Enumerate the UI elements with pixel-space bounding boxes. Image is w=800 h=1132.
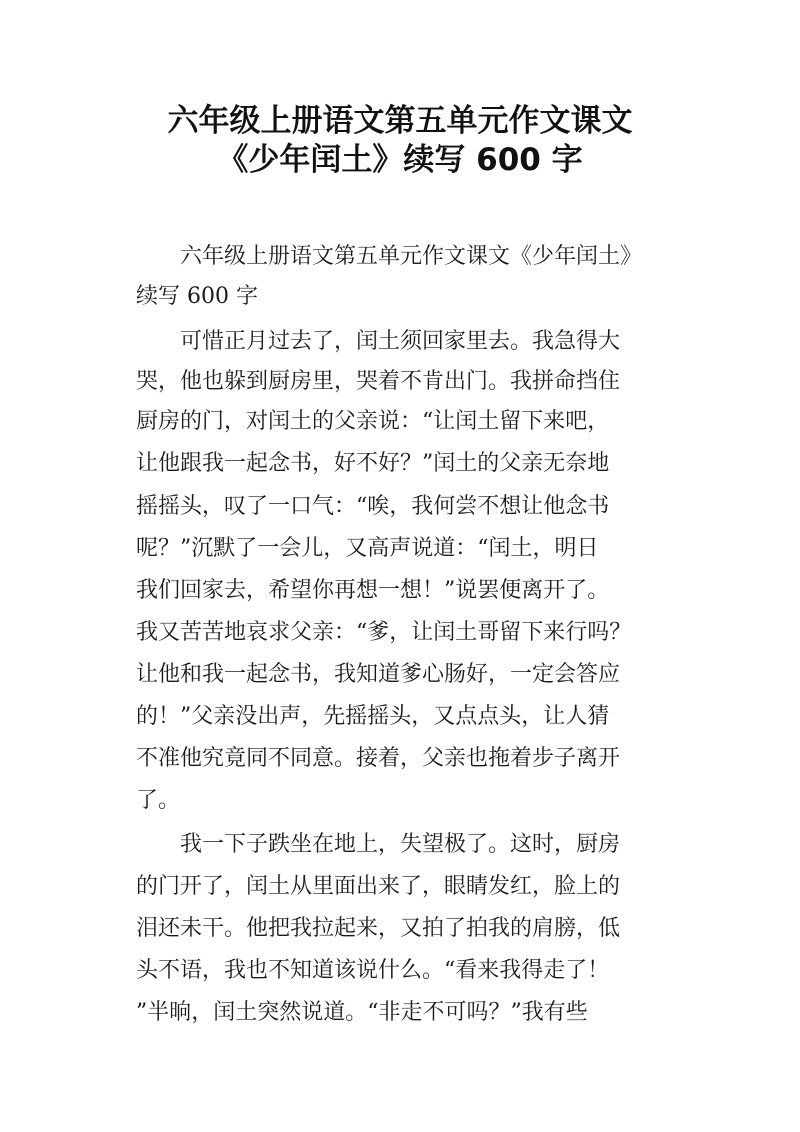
body-line-10: 我又苦苦地哀求父亲：“爹，让闰土哥留下来行吗？ [136,620,632,645]
body-line-2: 续写 600 字 [136,284,258,309]
document-title-line-2: 《少年闰土》续写 600 字 [217,142,583,178]
body-line-1: 六年级上册语文第五单元作文课文《少年闰土》 [180,244,643,269]
body-line-3: 可惜正月过去了，闰土须回家里去。我急得大 [180,329,621,354]
body-line-5: 厨房的门，对闰土的父亲说：“让闰土留下来吧， [136,409,610,434]
body-line-17: 泪还未干。他把我拉起来，又拍了拍我的肩膀，低 [136,916,621,941]
body-line-19: ”半晌，闰土突然说道。“非走不可吗？”我有些 [136,1000,588,1025]
body-line-14: 了。 [136,788,181,813]
body-line-13: 不准他究竟同不同意。接着，父亲也拖着步子离开 [136,746,621,771]
body-line-16: 的门开了，闰土从里面出来了，眼睛发红，脸上的 [136,874,621,899]
body-line-11: 让他和我一起念书，我知道爹心肠好，一定会答应 [136,662,621,687]
body-line-18: 头不语，我也不知道该说什么。“看来我得走了！ [136,958,610,983]
body-line-15: 我一下子跌坐在地上，失望极了。这时，厨房 [180,832,621,857]
body-line-9: 我们回家去，希望你再想一想！”说罢便离开了。 [136,578,610,603]
body-line-6: 让他跟我一起念书，好不好？”闰土的父亲无奈地 [136,451,610,476]
body-line-7: 摇摇头，叹了一口气：“唉，我何尝不想让他念书 [136,494,610,519]
body-line-4: 哭，他也躲到厨房里，哭着不肯出门。我拼命挡住 [136,369,621,394]
document-title-line-1: 六年级上册语文第五单元作文课文 [167,103,633,139]
body-line-8: 呢？”沉默了一会儿，又高声说道：“闰土，明日 [136,536,599,561]
body-line-12: 的！”父亲没出声，先摇摇头，又点点头，让人猜 [136,704,610,729]
